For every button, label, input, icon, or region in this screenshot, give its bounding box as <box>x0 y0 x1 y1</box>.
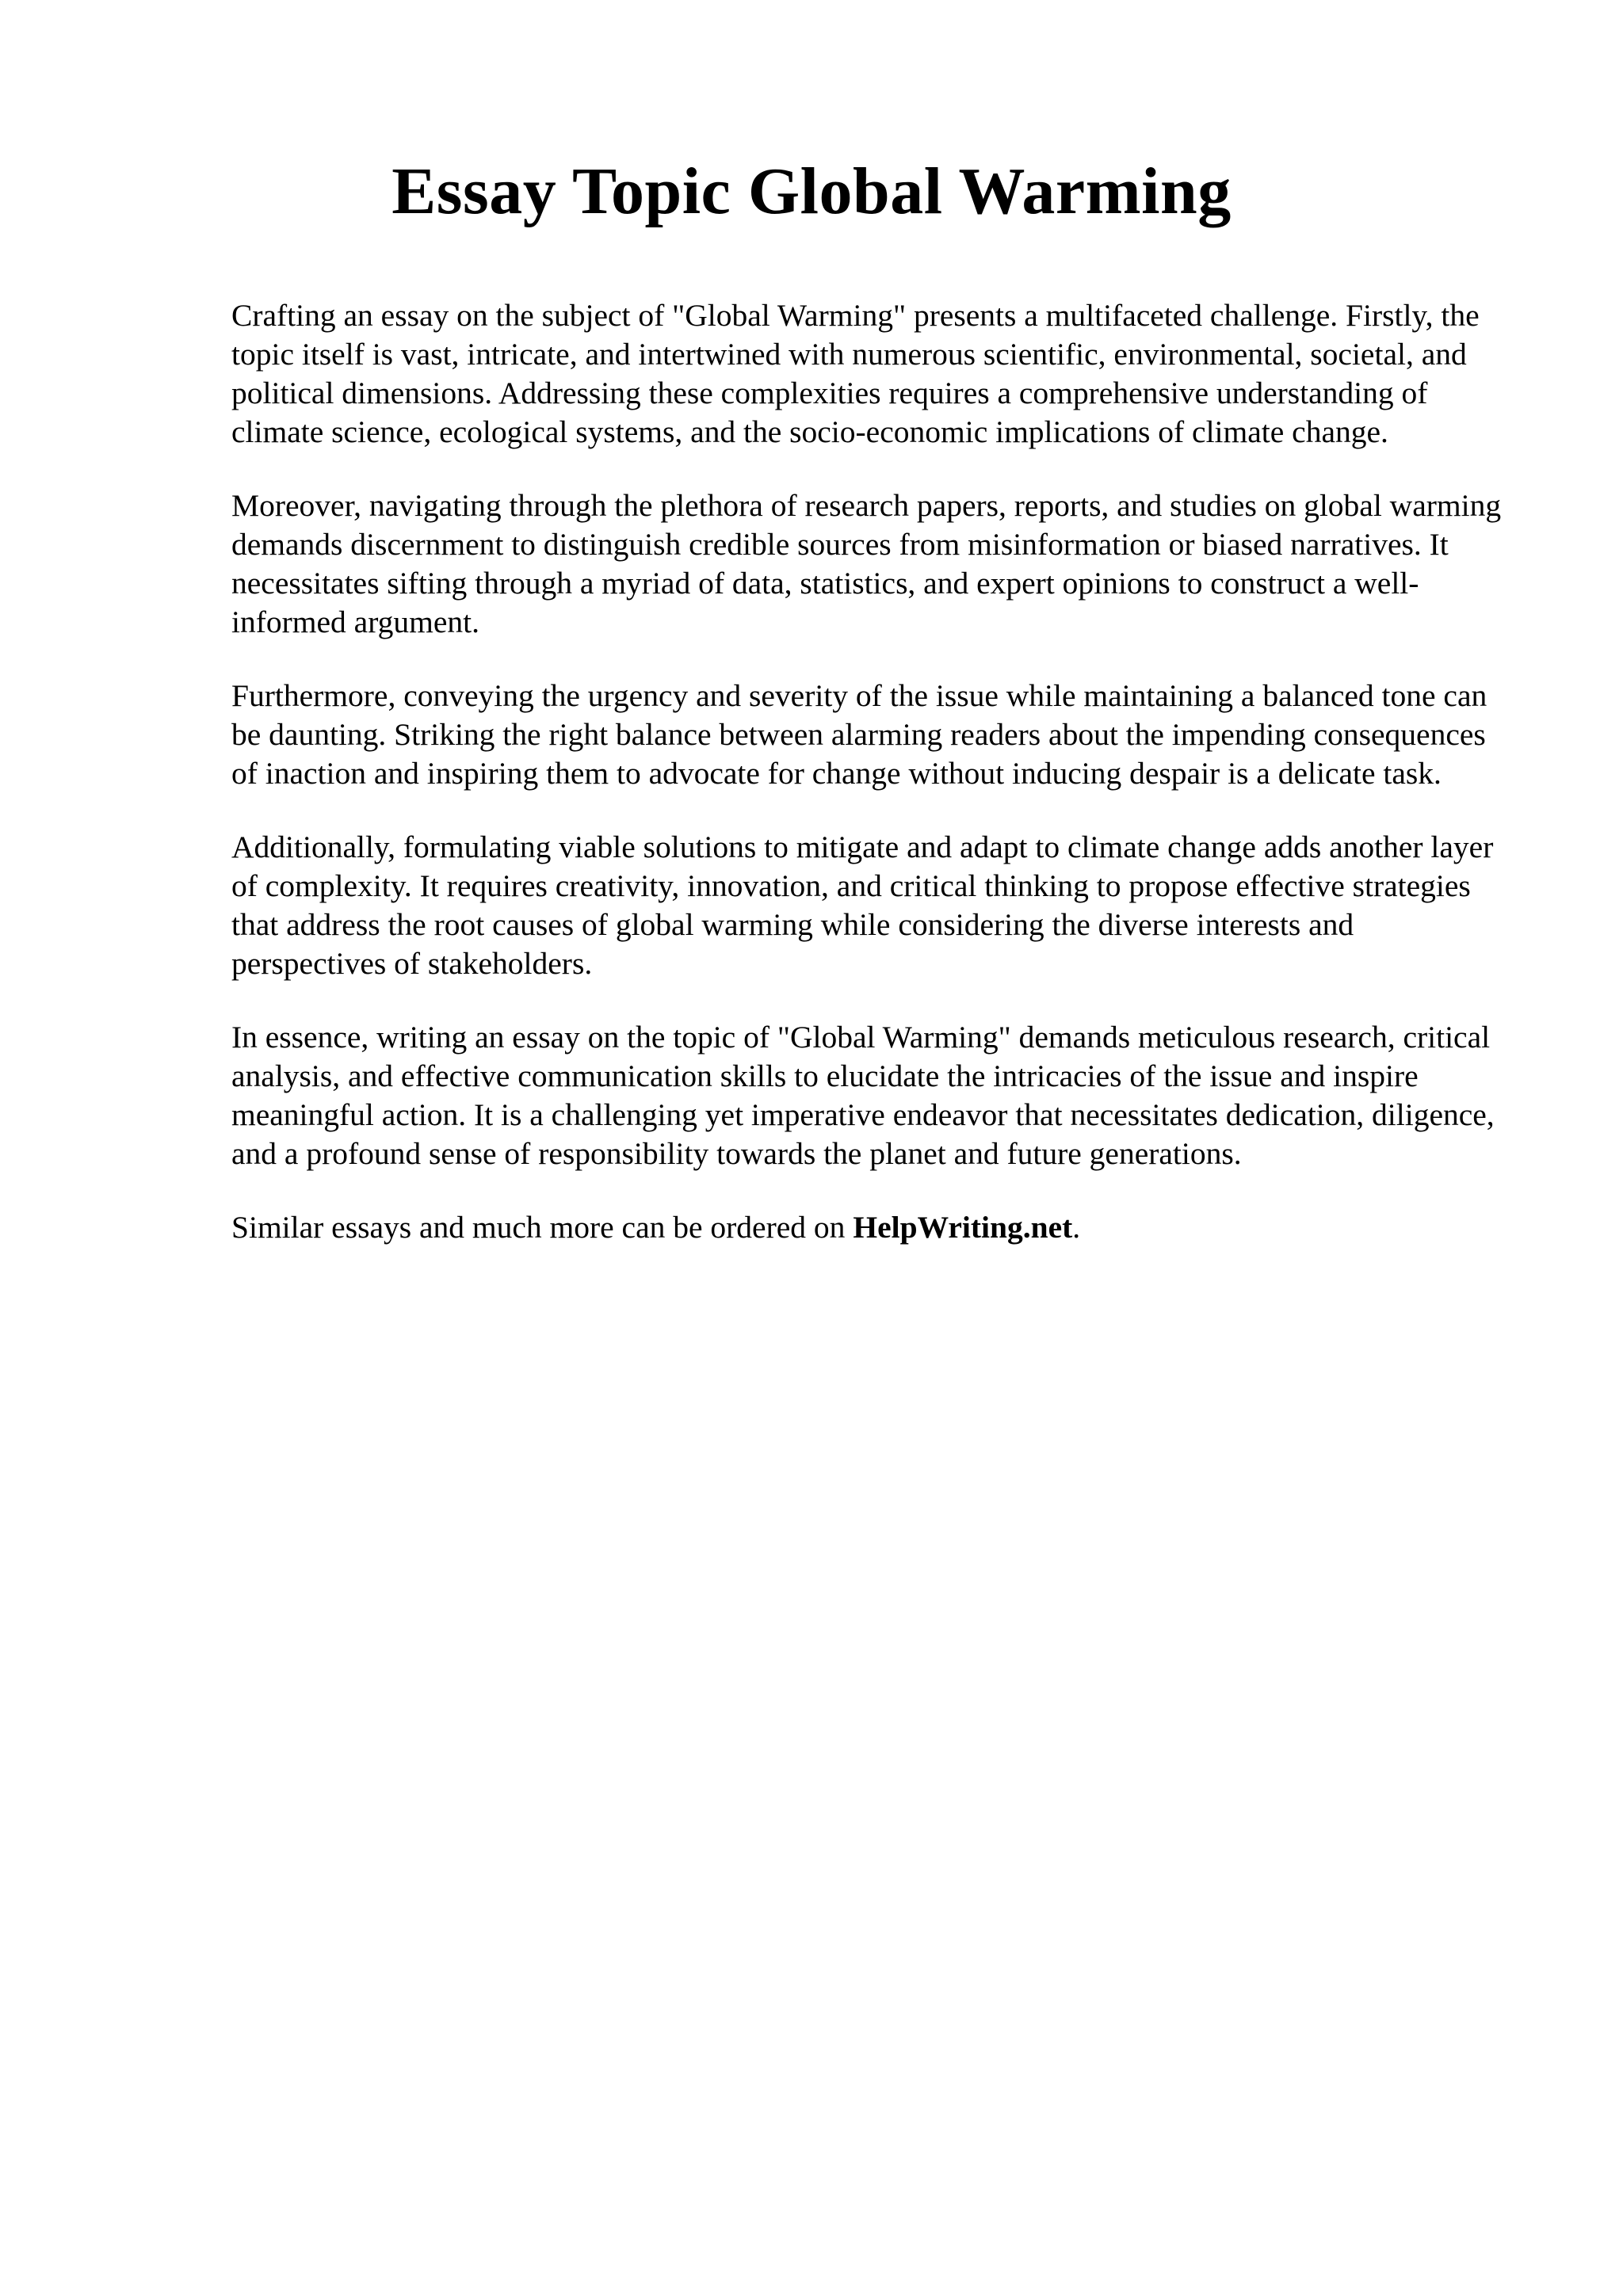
brand-name: HelpWriting.net <box>853 1210 1073 1245</box>
footer-period: . <box>1072 1210 1081 1245</box>
footer-line <box>231 1208 1515 1247</box>
page-title: Essay Topic Global Warming <box>391 154 1232 228</box>
paragraph-5: In essence, writing an essay on the topic of "Global Warming" demands meticulous research, critical analysis, and effective communication skills to elucidate the intricacies of the issue and inspire meaningful action. It is a challenging yet imperative endeavor that necessitates dedication, diligence, and a profound sense of responsibility towards the planet and future generations. <box>231 1020 1495 1171</box>
essay-body <box>231 296 1515 1247</box>
paragraph-3: Furthermore, conveying the urgency and severity of the issue while maintaining a balanced tone can be daunting. Striking the right balance between alarming readers about the impending consequences of inaction and inspiring them to advocate for change without inducing despair is a delicate task. <box>231 678 1487 791</box>
paragraph-2: Moreover, navigating through the plethora of research papers, reports, and studies on global warming demands discernment to distinguish credible sources from misinformation or biased narratives. It necessitates sifting through a myriad of data, statistics, and expert opinions to construct a well-informed argument. <box>231 488 1502 639</box>
footer-text: Similar essays and much more can be ordered on <box>231 1210 846 1245</box>
paragraph-1: Crafting an essay on the subject of "Global Warming" presents a multifaceted challenge. Firstly, the topic itself is vast, intricate, and intertwined with numerous scientific, environmental, societal, and political dimensions. Addressing these complexities requires a comprehensive understanding of climate science, ecological systems, and the socio-economic implications of climate change. <box>231 298 1480 449</box>
paragraph-4: Additionally, formulating viable solutions to mitigate and adapt to climate change adds another layer of complexity. It requires creativity, innovation, and critical thinking to propose effective strategies that address the root causes of global warming while considering the diverse interests and perspectives of stakeholders. <box>231 830 1494 981</box>
